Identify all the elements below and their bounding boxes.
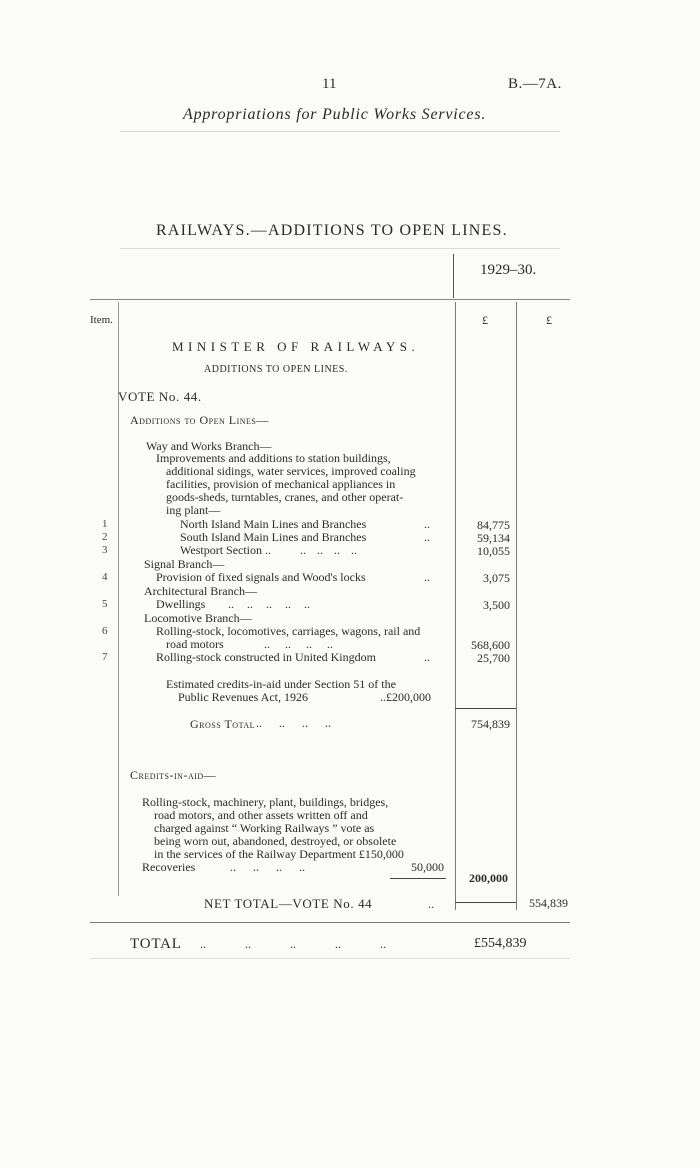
section-title: RAILWAYS.—ADDITIONS TO OPEN LINES. bbox=[156, 222, 508, 239]
item-number: 5 bbox=[102, 598, 108, 610]
table-head-rule bbox=[90, 299, 570, 300]
credits-total: 200,000 bbox=[469, 871, 508, 885]
currency-heading-1: £ bbox=[482, 313, 488, 327]
item-amount: 10,055 bbox=[477, 544, 510, 558]
year-column-divider bbox=[453, 254, 454, 298]
way-works-desc-1: Improvements and additions to station buildings, bbox=[156, 451, 391, 465]
title-rule bbox=[120, 248, 560, 249]
subtotal-rule bbox=[455, 708, 516, 709]
signal-branch: Signal Branch— bbox=[144, 557, 225, 571]
group-heading: Additions to Open Lines— bbox=[130, 413, 269, 427]
credits-line: road motors, and other assets written off and bbox=[154, 808, 368, 822]
year-heading: 1929–30. bbox=[480, 262, 537, 278]
document-reference: B.—7A. bbox=[508, 76, 562, 92]
item-amount: 568,600 bbox=[471, 638, 510, 652]
item-label: North Island Main Lines and Branches bbox=[180, 517, 367, 531]
way-works-branch: Way and Works Branch— bbox=[146, 439, 272, 453]
grand-total-rule bbox=[90, 922, 570, 923]
bottom-rule bbox=[90, 958, 570, 959]
net-total-rule bbox=[455, 902, 516, 903]
vote-heading: VOTE No. 44. bbox=[118, 389, 202, 404]
subheading: ADDITIONS TO OPEN LINES. bbox=[204, 364, 348, 375]
item-column-heading: Item. bbox=[90, 314, 113, 326]
item-number: 6 bbox=[102, 625, 108, 637]
item-leader: .. bbox=[424, 570, 430, 584]
credits-line: Rolling-stock, machinery, plant, buildings, bridges, bbox=[142, 795, 389, 809]
estimated-credits-amount: ..£200,000 bbox=[380, 690, 431, 704]
page-number: 11 bbox=[322, 76, 337, 92]
credits-line: being worn out, abandoned, destroyed, or obsolete bbox=[154, 834, 397, 848]
credits-subtotal-rule bbox=[390, 878, 446, 879]
credits-line: in the services of the Railway Department £150,000 bbox=[154, 847, 404, 861]
net-total-amount: 554,839 bbox=[529, 896, 568, 910]
net-total-leader: .. bbox=[428, 897, 434, 911]
architectural-branch: Architectural Branch— bbox=[144, 584, 257, 598]
item-leader: .. .. .. .. .. bbox=[228, 597, 310, 611]
item-amount: 25,700 bbox=[477, 651, 510, 665]
way-works-desc-2: additional sidings, water services, improved coaling bbox=[166, 464, 416, 478]
item-leader: .. bbox=[424, 517, 430, 531]
item-number: 1 bbox=[102, 518, 108, 530]
item-amount: 3,500 bbox=[483, 598, 510, 612]
header-rule bbox=[120, 131, 560, 132]
gross-total-leader: .. .. .. .. bbox=[256, 716, 331, 730]
locomotive-branch: Locomotive Branch— bbox=[144, 611, 252, 625]
item-leader: .. bbox=[424, 530, 430, 544]
item-label: Rolling-stock constructed in United Kingdom bbox=[156, 650, 376, 664]
way-works-desc-3: facilities, provision of mechanical appliances in bbox=[166, 477, 396, 491]
item-label: Provision of fixed signals and Wood's locks bbox=[156, 570, 366, 584]
item-number: 4 bbox=[102, 571, 108, 583]
currency-heading-2: £ bbox=[546, 313, 552, 327]
item-amount: 84,775 bbox=[477, 518, 510, 532]
grand-total-label: TOTAL bbox=[130, 936, 182, 952]
item-amount: 3,075 bbox=[483, 571, 510, 585]
recoveries-leader: .. .. .. .. bbox=[230, 860, 305, 874]
item-amount: 59,134 bbox=[477, 531, 510, 545]
amount-column-rule-2 bbox=[516, 302, 517, 910]
item-label: Dwellings bbox=[156, 597, 206, 611]
item-label: South Island Main Lines and Branches bbox=[180, 530, 367, 544]
item-label: Westport Section .. bbox=[180, 543, 272, 557]
recoveries-amount: 50,000 bbox=[411, 860, 444, 874]
way-works-desc-5: ing plant— bbox=[166, 503, 221, 517]
item-label: road motors bbox=[166, 637, 224, 651]
minister-heading: MINISTER OF RAILWAYS. bbox=[172, 339, 420, 354]
running-title: Appropriations for Public Works Services. bbox=[183, 106, 487, 123]
item-leader: .. bbox=[424, 650, 430, 664]
recoveries-label: Recoveries bbox=[142, 860, 196, 874]
rolling-stock-line: Rolling-stock, locomotives, carriages, wagons, rail and bbox=[156, 624, 421, 638]
credits-heading: Credits-in-aid— bbox=[130, 768, 217, 782]
net-total-label: NET TOTAL—VOTE No. 44 bbox=[204, 896, 373, 911]
grand-total-leader: .. .. .. .. .. bbox=[200, 937, 386, 951]
credits-line: charged against “ Working Railways ” vote as bbox=[154, 821, 375, 835]
amount-column-rule-1 bbox=[455, 302, 456, 910]
estimated-credits-line-2: Public Revenues Act, 1926 bbox=[178, 690, 308, 704]
item-number: 7 bbox=[102, 651, 108, 663]
grand-total-amount: £554,839 bbox=[474, 936, 527, 951]
item-leader: .. .. .. .. bbox=[300, 543, 357, 557]
gross-total-amount: 754,839 bbox=[471, 717, 510, 731]
gross-total-label: Gross Total bbox=[190, 717, 255, 731]
way-works-desc-4: goods-sheds, turntables, cranes, and other operat- bbox=[166, 490, 404, 504]
item-leader: .. .. .. .. bbox=[264, 637, 333, 651]
item-number: 2 bbox=[102, 531, 108, 543]
estimated-credits-line-1: Estimated credits-in-aid under Section 51 of the bbox=[166, 677, 396, 691]
item-number: 3 bbox=[102, 544, 108, 556]
